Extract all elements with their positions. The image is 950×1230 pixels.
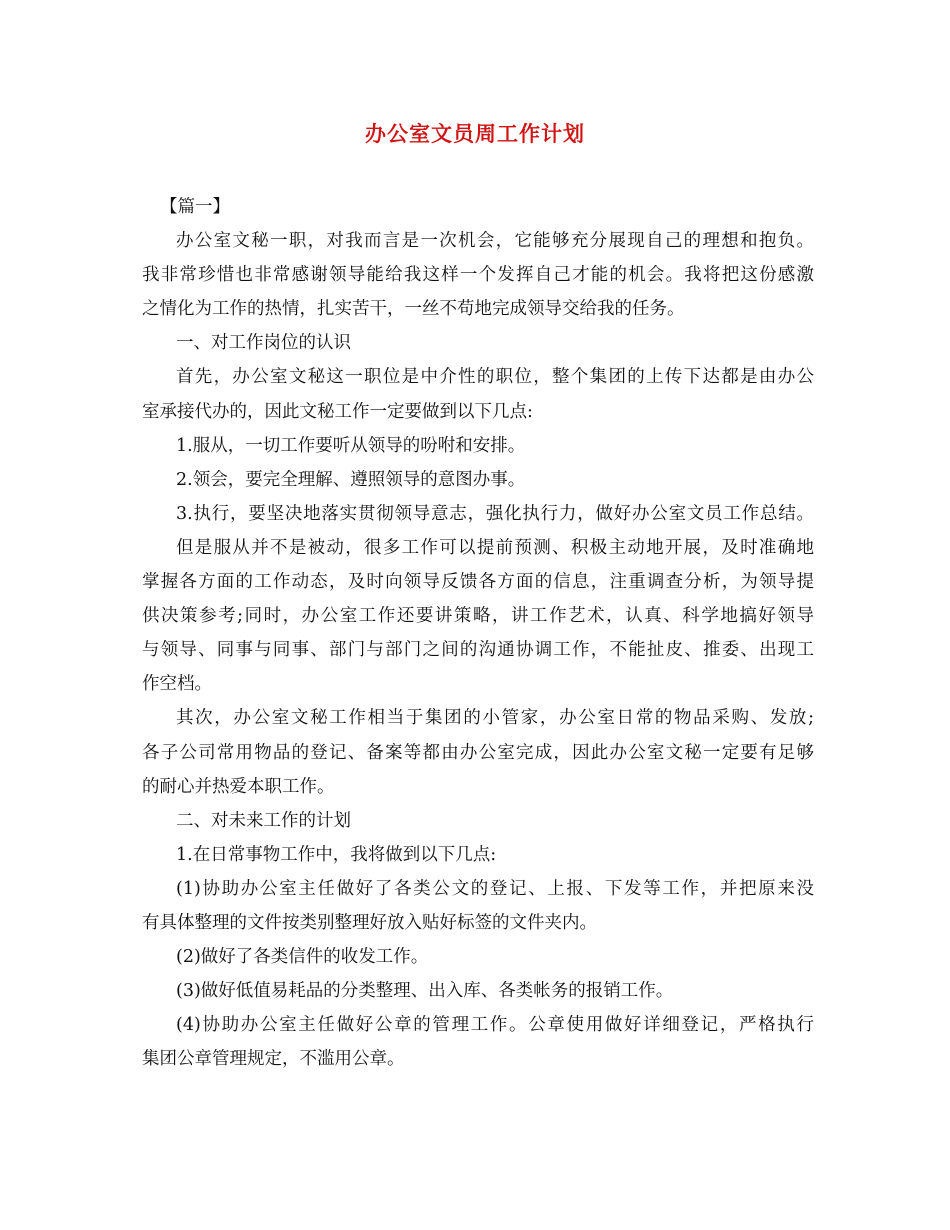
text-line: (1)协助办公室主任做好了各类公文的登记、上报、下发等工作，并把原来没 <box>176 878 814 899</box>
text-line: 其次，办公室文秘工作相当于集团的小管家，办公室日常的物品采购、发放; <box>176 708 814 729</box>
text-line: (4)协助办公室主任做好公章的管理工作。公章使用做好详细登记，严格执行 <box>176 1015 814 1036</box>
text-line: 的耐心并热爱本职工作。 <box>142 776 335 797</box>
section-marker: 【篇一】 <box>160 197 230 217</box>
document-title: 办公室文员周工作计划 <box>365 121 585 146</box>
text-line: 二、对未来工作的计划 <box>176 810 351 831</box>
text-line: 3.执行，要坚决地落实贯彻领导意志，强化执行力，做好办公室文员工作总结。 <box>176 503 814 524</box>
text-line: 有具体整理的文件按类别整理好放入贴好标签的文件夹内。 <box>142 912 597 933</box>
text-line: 各子公司常用物品的登记、备案等都由办公室完成，因此办公室文秘一定要有足够 <box>142 742 814 763</box>
text-line: 首先，办公室文秘这一职位是中介性的职位，整个集团的上传下达都是由办公 <box>176 367 814 388</box>
text-line: (3)做好低值易耗品的分类整理、出入库、各类帐务的报销工作。 <box>176 981 674 1002</box>
text-line: 之情化为工作的热情，扎实苦干，一丝不苟地完成领导交给我的任务。 <box>142 299 685 320</box>
text-line: 与领导、同事与同事、部门与部门之间的沟通协调工作，不能扯皮、推委、出现工 <box>142 640 814 661</box>
text-line: 供决策参考;同时，办公室工作还要讲策略，讲工作艺术，认真、科学地搞好领导 <box>142 606 814 627</box>
text-line: 1.在日常事物工作中，我将做到以下几点: <box>176 844 497 865</box>
text-line: 掌握各方面的工作动态，及时向领导反馈各方面的信息，注重调查分析，为领导提 <box>142 572 814 593</box>
text-line: 作空档。 <box>142 674 212 695</box>
text-line: 2.领会，要完全理解、遵照领导的意图办事。 <box>176 469 526 490</box>
text-line: 但是服从并不是被动，很多工作可以提前预测、积极主动地开展，及时准确地 <box>176 537 814 558</box>
text-line: 室承接代办的，因此文秘工作一定要做到以下几点: <box>142 401 533 422</box>
text-line: 集团公章管理规定，不滥用公章。 <box>142 1049 405 1070</box>
document-body <box>142 190 814 1076</box>
text-line: 一、对工作岗位的认识 <box>176 333 351 354</box>
text-line: 1.服从，一切工作要听从领导的吩咐和安排。 <box>176 435 526 456</box>
text-line: (2)做好了各类信件的收发工作。 <box>176 947 429 968</box>
text-line: 办公室文秘一职，对我而言是一次机会，它能够充分展现自己的理想和抱负。 <box>176 231 814 252</box>
text-line: 我非常珍惜也非常感谢领导能给我这样一个发挥自己才能的机会。我将把这份感激 <box>142 265 814 286</box>
